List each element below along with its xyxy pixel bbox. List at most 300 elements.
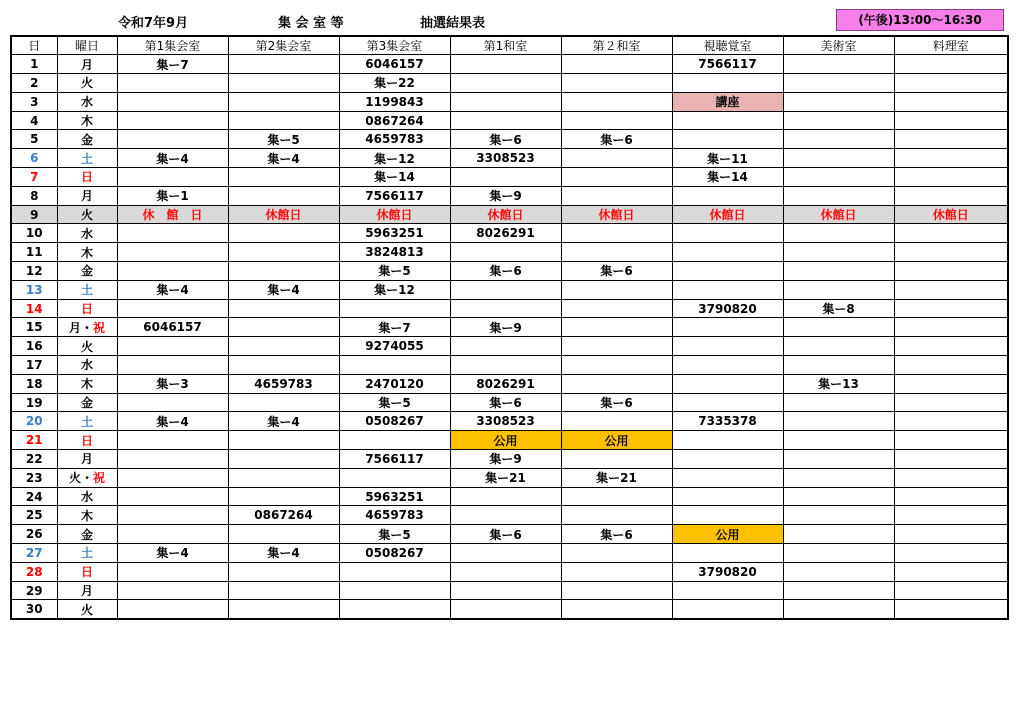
table-row bbox=[11, 393, 1008, 412]
weekday-label: 火・ bbox=[68, 471, 93, 486]
reservation-cell: 集ー7 bbox=[117, 55, 228, 74]
reservation-cell: 集ー4 bbox=[228, 412, 339, 431]
table-row bbox=[11, 562, 1008, 581]
reservation-cell bbox=[117, 450, 228, 469]
reservation-cell: 休館日 bbox=[561, 205, 672, 224]
reservation-cell: 集ー6 bbox=[561, 130, 672, 149]
reservation-cell bbox=[783, 262, 894, 281]
reservation-cell bbox=[783, 506, 894, 525]
reservation-cell bbox=[117, 74, 228, 93]
weekday-cell bbox=[57, 243, 117, 262]
reservation-cell: 集ー4 bbox=[117, 412, 228, 431]
reservation-cell: 3308523 bbox=[450, 412, 561, 431]
day-cell: 21 bbox=[11, 431, 57, 450]
table-row bbox=[11, 337, 1008, 356]
reservation-cell: 集ー12 bbox=[339, 149, 450, 168]
reservation-cell bbox=[894, 149, 1008, 168]
reservation-cell: 集ー6 bbox=[450, 525, 561, 544]
weekday-cell bbox=[57, 186, 117, 205]
day-cell: 17 bbox=[11, 356, 57, 375]
reservation-cell: 集ー9 bbox=[450, 318, 561, 337]
reservation-cell: 7566117 bbox=[339, 186, 450, 205]
day-cell: 3 bbox=[11, 92, 57, 111]
reservation-cell bbox=[672, 111, 783, 130]
col-header-meeting-room-2: 第2集会室 bbox=[228, 36, 339, 55]
table-row bbox=[11, 356, 1008, 375]
col-header-japanese-room-2: 第２和室 bbox=[561, 36, 672, 55]
reservation-cell bbox=[672, 468, 783, 487]
reservation-cell: 集ー5 bbox=[339, 262, 450, 281]
document-subtitle: 抽選結果表 bbox=[420, 16, 486, 31]
weekday-label: 金 bbox=[80, 264, 93, 279]
weekday-label: 月 bbox=[80, 584, 93, 598]
schedule-table bbox=[10, 35, 1009, 620]
reservation-cell bbox=[339, 431, 450, 450]
reservation-cell bbox=[783, 168, 894, 187]
col-header-day: 日 bbox=[11, 36, 57, 55]
table-row bbox=[11, 299, 1008, 318]
reservation-cell bbox=[561, 506, 672, 525]
reservation-cell bbox=[894, 600, 1008, 619]
reservation-cell bbox=[672, 431, 783, 450]
reservation-cell: 集ー4 bbox=[117, 149, 228, 168]
reservation-cell: 集ー4 bbox=[117, 280, 228, 299]
reservation-cell bbox=[672, 243, 783, 262]
reservation-cell bbox=[450, 243, 561, 262]
reservation-cell bbox=[561, 92, 672, 111]
weekday-cell bbox=[57, 412, 117, 431]
day-cell: 9 bbox=[11, 205, 57, 224]
weekday-label: 月 bbox=[80, 189, 93, 204]
reservation-cell bbox=[783, 412, 894, 431]
reservation-cell bbox=[228, 337, 339, 356]
reservation-cell bbox=[228, 186, 339, 205]
reservation-cell: 0867264 bbox=[228, 506, 339, 525]
reservation-cell: 集ー1 bbox=[117, 186, 228, 205]
reservation-cell: 集ー6 bbox=[450, 130, 561, 149]
reservation-cell bbox=[783, 544, 894, 563]
reservation-cell: 3308523 bbox=[450, 149, 561, 168]
weekday-label: 水 bbox=[80, 358, 93, 373]
holiday-mark: 祝 bbox=[93, 320, 106, 335]
weekday-label: 月 bbox=[80, 57, 93, 72]
reservation-cell bbox=[450, 74, 561, 93]
reservation-cell bbox=[672, 544, 783, 563]
weekday-label: 金 bbox=[80, 527, 93, 542]
reservation-cell bbox=[783, 318, 894, 337]
day-cell: 26 bbox=[11, 525, 57, 544]
reservation-cell bbox=[783, 356, 894, 375]
reservation-cell bbox=[783, 431, 894, 450]
reservation-cell bbox=[228, 55, 339, 74]
reservation-cell: 集ー5 bbox=[339, 393, 450, 412]
reservation-cell bbox=[450, 356, 561, 375]
reservation-cell bbox=[894, 318, 1008, 337]
reservation-cell: 集ー6 bbox=[561, 262, 672, 281]
weekday-label: 火 bbox=[80, 339, 93, 354]
reservation-cell bbox=[117, 487, 228, 506]
weekday-cell bbox=[57, 337, 117, 356]
weekday-cell bbox=[57, 280, 117, 299]
reservation-cell bbox=[339, 468, 450, 487]
reservation-cell bbox=[117, 581, 228, 600]
reservation-cell bbox=[672, 487, 783, 506]
reservation-cell bbox=[783, 149, 894, 168]
reservation-cell bbox=[783, 74, 894, 93]
reservation-cell bbox=[117, 243, 228, 262]
reservation-cell bbox=[117, 130, 228, 149]
reservation-cell bbox=[894, 562, 1008, 581]
reservation-cell bbox=[783, 581, 894, 600]
weekday-cell bbox=[57, 149, 117, 168]
table-row bbox=[11, 74, 1008, 93]
reservation-cell bbox=[894, 468, 1008, 487]
day-cell: 13 bbox=[11, 280, 57, 299]
weekday-cell bbox=[57, 562, 117, 581]
weekday-cell bbox=[57, 262, 117, 281]
weekday-cell bbox=[57, 168, 117, 187]
table-row bbox=[11, 186, 1008, 205]
table-row bbox=[11, 243, 1008, 262]
reservation-cell: 4659783 bbox=[228, 374, 339, 393]
reservation-cell bbox=[672, 506, 783, 525]
reservation-cell bbox=[561, 581, 672, 600]
reservation-cell bbox=[783, 92, 894, 111]
weekday-label: 木 bbox=[80, 114, 93, 129]
weekday-cell bbox=[57, 318, 117, 337]
reservation-cell: 休館日 bbox=[450, 205, 561, 224]
weekday-cell bbox=[57, 356, 117, 375]
weekday-label: 日 bbox=[80, 302, 93, 317]
reservation-cell: 休館日 bbox=[228, 205, 339, 224]
reservation-cell bbox=[450, 581, 561, 600]
reservation-cell bbox=[339, 299, 450, 318]
weekday-label: 日 bbox=[80, 170, 93, 185]
reservation-cell: 集ー21 bbox=[561, 468, 672, 487]
weekday-label: 土 bbox=[80, 414, 93, 429]
weekday-label: 火 bbox=[80, 76, 93, 91]
col-header-cooking-room: 料理室 bbox=[894, 36, 1008, 55]
weekday-label: 火 bbox=[80, 602, 93, 617]
reservation-cell bbox=[228, 318, 339, 337]
reservation-cell bbox=[339, 562, 450, 581]
reservation-cell: 3824813 bbox=[339, 243, 450, 262]
reservation-cell bbox=[783, 487, 894, 506]
reservation-cell: 休 館 日 bbox=[117, 205, 228, 224]
reservation-cell bbox=[783, 280, 894, 299]
reservation-cell bbox=[228, 356, 339, 375]
reservation-cell bbox=[561, 487, 672, 506]
reservation-cell: 集ー8 bbox=[783, 299, 894, 318]
public-use-cell: 公用 bbox=[561, 431, 672, 450]
reservation-cell bbox=[450, 562, 561, 581]
day-cell: 5 bbox=[11, 130, 57, 149]
reservation-cell bbox=[561, 356, 672, 375]
reservation-cell bbox=[117, 92, 228, 111]
reservation-cell: 集ー4 bbox=[228, 544, 339, 563]
col-header-av-room: 視聴覚室 bbox=[672, 36, 783, 55]
day-cell: 16 bbox=[11, 337, 57, 356]
weekday-label: 火 bbox=[80, 208, 93, 223]
reservation-cell bbox=[672, 224, 783, 243]
reservation-cell bbox=[450, 168, 561, 187]
table-row bbox=[11, 506, 1008, 525]
reservation-cell bbox=[561, 544, 672, 563]
table-row bbox=[11, 168, 1008, 187]
weekday-cell bbox=[57, 468, 117, 487]
reservation-cell bbox=[783, 243, 894, 262]
reservation-cell bbox=[228, 581, 339, 600]
reservation-cell bbox=[339, 600, 450, 619]
table-row bbox=[11, 374, 1008, 393]
weekday-label: 日 bbox=[80, 565, 93, 580]
reservation-cell: 集ー4 bbox=[228, 149, 339, 168]
table-row bbox=[11, 468, 1008, 487]
table-row bbox=[11, 262, 1008, 281]
reservation-cell bbox=[228, 224, 339, 243]
reservation-cell bbox=[561, 450, 672, 469]
reservation-cell bbox=[672, 393, 783, 412]
weekday-label: 木 bbox=[80, 245, 93, 260]
reservation-cell bbox=[783, 186, 894, 205]
reservation-cell: 集ー6 bbox=[561, 525, 672, 544]
table-row bbox=[11, 544, 1008, 563]
reservation-cell bbox=[894, 55, 1008, 74]
reservation-cell: 集ー7 bbox=[339, 318, 450, 337]
reservation-cell bbox=[894, 581, 1008, 600]
reservation-cell bbox=[894, 544, 1008, 563]
reservation-cell: 集ー6 bbox=[450, 262, 561, 281]
reservation-cell bbox=[117, 262, 228, 281]
reservation-cell bbox=[561, 412, 672, 431]
table-row bbox=[11, 318, 1008, 337]
reservation-cell bbox=[894, 130, 1008, 149]
reservation-cell bbox=[561, 562, 672, 581]
weekday-cell bbox=[57, 111, 117, 130]
reservation-cell bbox=[894, 74, 1008, 93]
reservation-cell bbox=[228, 525, 339, 544]
reservation-cell: 7566117 bbox=[339, 450, 450, 469]
table-row bbox=[11, 412, 1008, 431]
reservation-cell bbox=[228, 262, 339, 281]
reservation-cell bbox=[672, 374, 783, 393]
reservation-cell: 集ー6 bbox=[450, 393, 561, 412]
weekday-cell bbox=[57, 74, 117, 93]
table-row bbox=[11, 525, 1008, 544]
reservation-cell bbox=[117, 468, 228, 487]
day-cell: 11 bbox=[11, 243, 57, 262]
day-cell: 19 bbox=[11, 393, 57, 412]
reservation-cell: 集ー6 bbox=[561, 393, 672, 412]
weekday-label: 水 bbox=[80, 490, 93, 505]
reservation-cell: 2470120 bbox=[339, 374, 450, 393]
reservation-cell bbox=[450, 111, 561, 130]
reservation-cell bbox=[561, 374, 672, 393]
day-cell: 4 bbox=[11, 111, 57, 130]
reservation-cell bbox=[672, 450, 783, 469]
weekday-label: 土 bbox=[80, 283, 93, 298]
reservation-cell bbox=[783, 600, 894, 619]
reservation-cell bbox=[561, 55, 672, 74]
reservation-cell: 8026291 bbox=[450, 374, 561, 393]
reservation-cell bbox=[450, 92, 561, 111]
time-slot-badge: (午後)13:00～16:30 bbox=[836, 9, 1004, 31]
weekday-label: 木 bbox=[80, 377, 93, 392]
reservation-cell bbox=[450, 337, 561, 356]
table-row bbox=[11, 600, 1008, 619]
weekday-cell bbox=[57, 581, 117, 600]
table-row bbox=[11, 431, 1008, 450]
col-header-meeting-room-1: 第1集会室 bbox=[117, 36, 228, 55]
reservation-cell bbox=[672, 74, 783, 93]
reservation-cell: 0508267 bbox=[339, 544, 450, 563]
reservation-cell bbox=[894, 299, 1008, 318]
reservation-cell bbox=[117, 393, 228, 412]
reservation-cell bbox=[672, 280, 783, 299]
reservation-cell: 集ー11 bbox=[672, 149, 783, 168]
col-header-japanese-room-1: 第1和室 bbox=[450, 36, 561, 55]
reservation-cell: 1199843 bbox=[339, 92, 450, 111]
reservation-cell bbox=[783, 562, 894, 581]
weekday-cell bbox=[57, 224, 117, 243]
reservation-cell bbox=[894, 450, 1008, 469]
day-cell: 12 bbox=[11, 262, 57, 281]
reservation-cell bbox=[117, 506, 228, 525]
table-row bbox=[11, 205, 1008, 224]
day-cell: 8 bbox=[11, 186, 57, 205]
reservation-cell bbox=[894, 412, 1008, 431]
reservation-cell bbox=[117, 111, 228, 130]
weekday-cell bbox=[57, 205, 117, 224]
reservation-cell: 8026291 bbox=[450, 224, 561, 243]
reservation-cell bbox=[783, 130, 894, 149]
reservation-cell bbox=[672, 600, 783, 619]
reservation-cell: 集ー13 bbox=[783, 374, 894, 393]
table-row bbox=[11, 55, 1008, 74]
weekday-cell bbox=[57, 544, 117, 563]
weekday-label: 日 bbox=[80, 433, 93, 448]
reservation-cell: 集ー5 bbox=[228, 130, 339, 149]
reservation-cell bbox=[450, 299, 561, 318]
table-row bbox=[11, 280, 1008, 299]
reservation-cell bbox=[561, 149, 672, 168]
reservation-cell bbox=[117, 525, 228, 544]
public-use-cell: 公用 bbox=[450, 431, 561, 450]
weekday-cell bbox=[57, 525, 117, 544]
reservation-cell: 6046157 bbox=[339, 55, 450, 74]
reservation-cell bbox=[228, 562, 339, 581]
weekday-label: 金 bbox=[80, 396, 93, 411]
day-cell: 20 bbox=[11, 412, 57, 431]
reservation-cell bbox=[894, 280, 1008, 299]
reservation-cell bbox=[894, 224, 1008, 243]
lecture-cell: 講座 bbox=[672, 92, 783, 111]
weekday-cell bbox=[57, 130, 117, 149]
document-title: 集 会 室 等 bbox=[278, 16, 344, 31]
reservation-cell: 0867264 bbox=[339, 111, 450, 130]
reservation-cell: 0508267 bbox=[339, 412, 450, 431]
reservation-cell: 集ー3 bbox=[117, 374, 228, 393]
reservation-cell bbox=[228, 299, 339, 318]
reservation-cell bbox=[561, 186, 672, 205]
reservation-cell: 3790820 bbox=[672, 299, 783, 318]
reservation-cell: 集ー14 bbox=[339, 168, 450, 187]
reservation-cell: 休館日 bbox=[672, 205, 783, 224]
reservation-cell: 集ー14 bbox=[672, 168, 783, 187]
day-cell: 29 bbox=[11, 581, 57, 600]
table-row bbox=[11, 111, 1008, 130]
reservation-cell bbox=[228, 600, 339, 619]
reservation-cell bbox=[783, 468, 894, 487]
reservation-cell bbox=[117, 431, 228, 450]
reservation-cell bbox=[783, 55, 894, 74]
reservation-cell bbox=[450, 544, 561, 563]
reservation-cell: 休館日 bbox=[894, 205, 1008, 224]
reservation-cell: 7566117 bbox=[672, 55, 783, 74]
reservation-cell: 集ー12 bbox=[339, 280, 450, 299]
holiday-mark: 祝 bbox=[93, 471, 106, 486]
reservation-cell bbox=[117, 224, 228, 243]
day-cell: 7 bbox=[11, 168, 57, 187]
reservation-cell bbox=[561, 280, 672, 299]
weekday-cell bbox=[57, 487, 117, 506]
reservation-cell bbox=[450, 487, 561, 506]
reservation-cell bbox=[783, 450, 894, 469]
reservation-cell bbox=[561, 600, 672, 619]
reservation-cell bbox=[117, 562, 228, 581]
reservation-cell bbox=[894, 356, 1008, 375]
reservation-cell bbox=[561, 168, 672, 187]
weekday-label: 金 bbox=[80, 132, 93, 147]
reservation-cell: 4659783 bbox=[339, 130, 450, 149]
weekday-label: 月・ bbox=[68, 320, 93, 335]
reservation-cell bbox=[672, 186, 783, 205]
reservation-cell bbox=[561, 243, 672, 262]
reservation-cell bbox=[450, 600, 561, 619]
reservation-cell bbox=[339, 581, 450, 600]
reservation-cell bbox=[117, 168, 228, 187]
reservation-cell: 9274055 bbox=[339, 337, 450, 356]
reservation-cell bbox=[561, 111, 672, 130]
table-row bbox=[11, 149, 1008, 168]
weekday-cell bbox=[57, 299, 117, 318]
reservation-cell bbox=[450, 55, 561, 74]
month-label: 令和7年9月 bbox=[118, 16, 189, 31]
reservation-cell bbox=[228, 74, 339, 93]
reservation-cell: 3790820 bbox=[672, 562, 783, 581]
reservation-cell bbox=[894, 262, 1008, 281]
reservation-cell bbox=[117, 600, 228, 619]
day-cell: 22 bbox=[11, 450, 57, 469]
reservation-cell bbox=[339, 356, 450, 375]
reservation-cell: 5963251 bbox=[339, 487, 450, 506]
weekday-label: 木 bbox=[80, 508, 93, 523]
weekday-cell bbox=[57, 431, 117, 450]
reservation-cell: 6046157 bbox=[117, 318, 228, 337]
reservation-cell bbox=[894, 337, 1008, 356]
reservation-cell bbox=[228, 487, 339, 506]
reservation-cell: 5963251 bbox=[339, 224, 450, 243]
public-use-cell: 公用 bbox=[672, 525, 783, 544]
reservation-cell bbox=[894, 374, 1008, 393]
weekday-label: 水 bbox=[80, 226, 93, 241]
table-row bbox=[11, 130, 1008, 149]
reservation-cell bbox=[894, 243, 1008, 262]
reservation-cell bbox=[672, 356, 783, 375]
reservation-cell bbox=[783, 224, 894, 243]
reservation-cell bbox=[561, 224, 672, 243]
reservation-cell bbox=[894, 393, 1008, 412]
